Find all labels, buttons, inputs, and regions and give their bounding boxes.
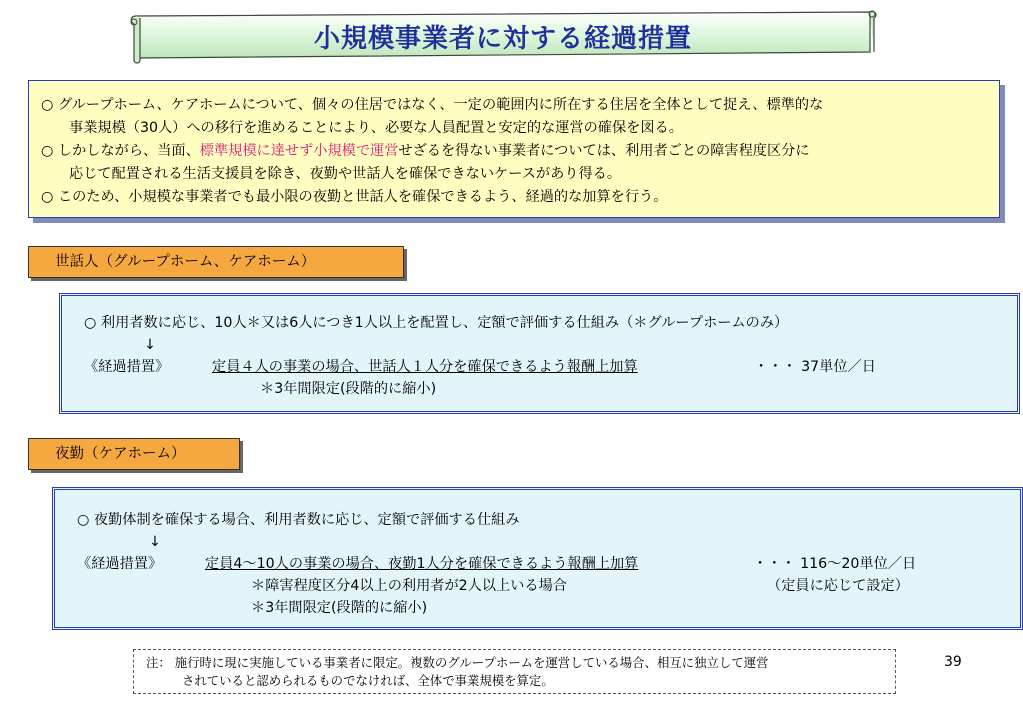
yakin-note-1-right: （定員に応じて設定） <box>767 578 909 594</box>
yakin-note-1-row <box>77 575 1020 597</box>
sewanin-line-1: ○ 利用者数に応じ、10人＊又は6人につき1人以上を配置し、定額で評価する仕組み（＊グループホームのみ） <box>84 315 789 331</box>
intro-line-3-prefix: ○ しかしながら、当面、 <box>41 143 200 159</box>
intro-line-4: 応じて配置される生活支援員を除き、夜勤や世話人を確保できないケースがあり得る。 <box>69 166 622 182</box>
intro-line-3 <box>41 140 989 163</box>
intro-summary-box <box>28 80 1000 218</box>
intro-highlight-text: 標準規模に達せず小規模で運営 <box>199 143 399 159</box>
yakin-arrow <box>77 531 1020 553</box>
down-arrow-icon: ↓ <box>144 337 156 353</box>
sewanin-measure-units: ・・・ 37単位／日 <box>754 359 876 375</box>
intro-line-5: ○ このため、小規模な事業者でも最小限の夜勤と世話人を確保できるよう、経過的な加算を行う。 <box>41 189 668 205</box>
section-label-yakin: 夜勤（ケアホーム） <box>28 438 240 470</box>
intro-line-3-suffix: せざるを得ない事業者については、利用者ごとの障害程度区分に <box>398 143 810 159</box>
yakin-measure-row <box>77 553 1020 575</box>
sewanin-note: ＊3年間限定(段階的に縮小) <box>260 381 437 397</box>
footnote-line-2: されていると認められるものでなければ、全体で事業規模を算定。 <box>182 673 554 688</box>
down-arrow-icon: ↓ <box>149 534 161 550</box>
title-scroll-banner <box>128 8 878 64</box>
yakin-measure-label: 《経過措置》 <box>77 556 163 572</box>
sewanin-measure-label: 《経過措置》 <box>84 359 170 375</box>
sewanin-content-box <box>59 293 1020 414</box>
yakin-line-1: ○ 夜勤体制を確保する場合、利用者数に応じ、定額で評価する仕組み <box>77 512 520 528</box>
section-label-sewanin: 世話人（グループホーム、ケアホーム） <box>28 246 404 278</box>
page-title: 小規模事業者に対する経過措置 <box>313 24 692 54</box>
yakin-note-1: ＊障害程度区分4以上の利用者が2人以上いる場合 <box>251 578 567 594</box>
yakin-note-2: ＊3年間限定(段階的に縮小) <box>251 600 428 616</box>
sewanin-measure-text: 定員４人の事業の場合、世話人１人分を確保できるよう報酬上加算 <box>212 359 638 375</box>
yakin-content-box <box>52 487 1023 630</box>
intro-line-1: ○ グループホーム、ケアホームについて、個々の住居ではなく、一定の範囲内に所在する住居を全体として捉え、標準的な <box>41 97 824 113</box>
sewanin-measure-row <box>84 356 1017 378</box>
footnote-box <box>133 649 896 694</box>
yakin-measure-units: ・・・ 116～20単位／日 <box>753 556 917 572</box>
sewanin-arrow <box>84 334 1017 356</box>
page-number: 39 <box>944 654 962 670</box>
intro-line-2: 事業規模（30人）への移行を進めることにより、必要な人員配置と安定的な運営の確保を図る。 <box>69 120 683 136</box>
footnote-line-1: 注： 施行時に現に実施している事業者に限定。複数のグループホームを運営している場合、相互に独立して運営 <box>146 655 769 670</box>
yakin-measure-text: 定員4～10人の事業の場合、夜勤1人分を確保できるよう報酬上加算 <box>205 556 639 572</box>
